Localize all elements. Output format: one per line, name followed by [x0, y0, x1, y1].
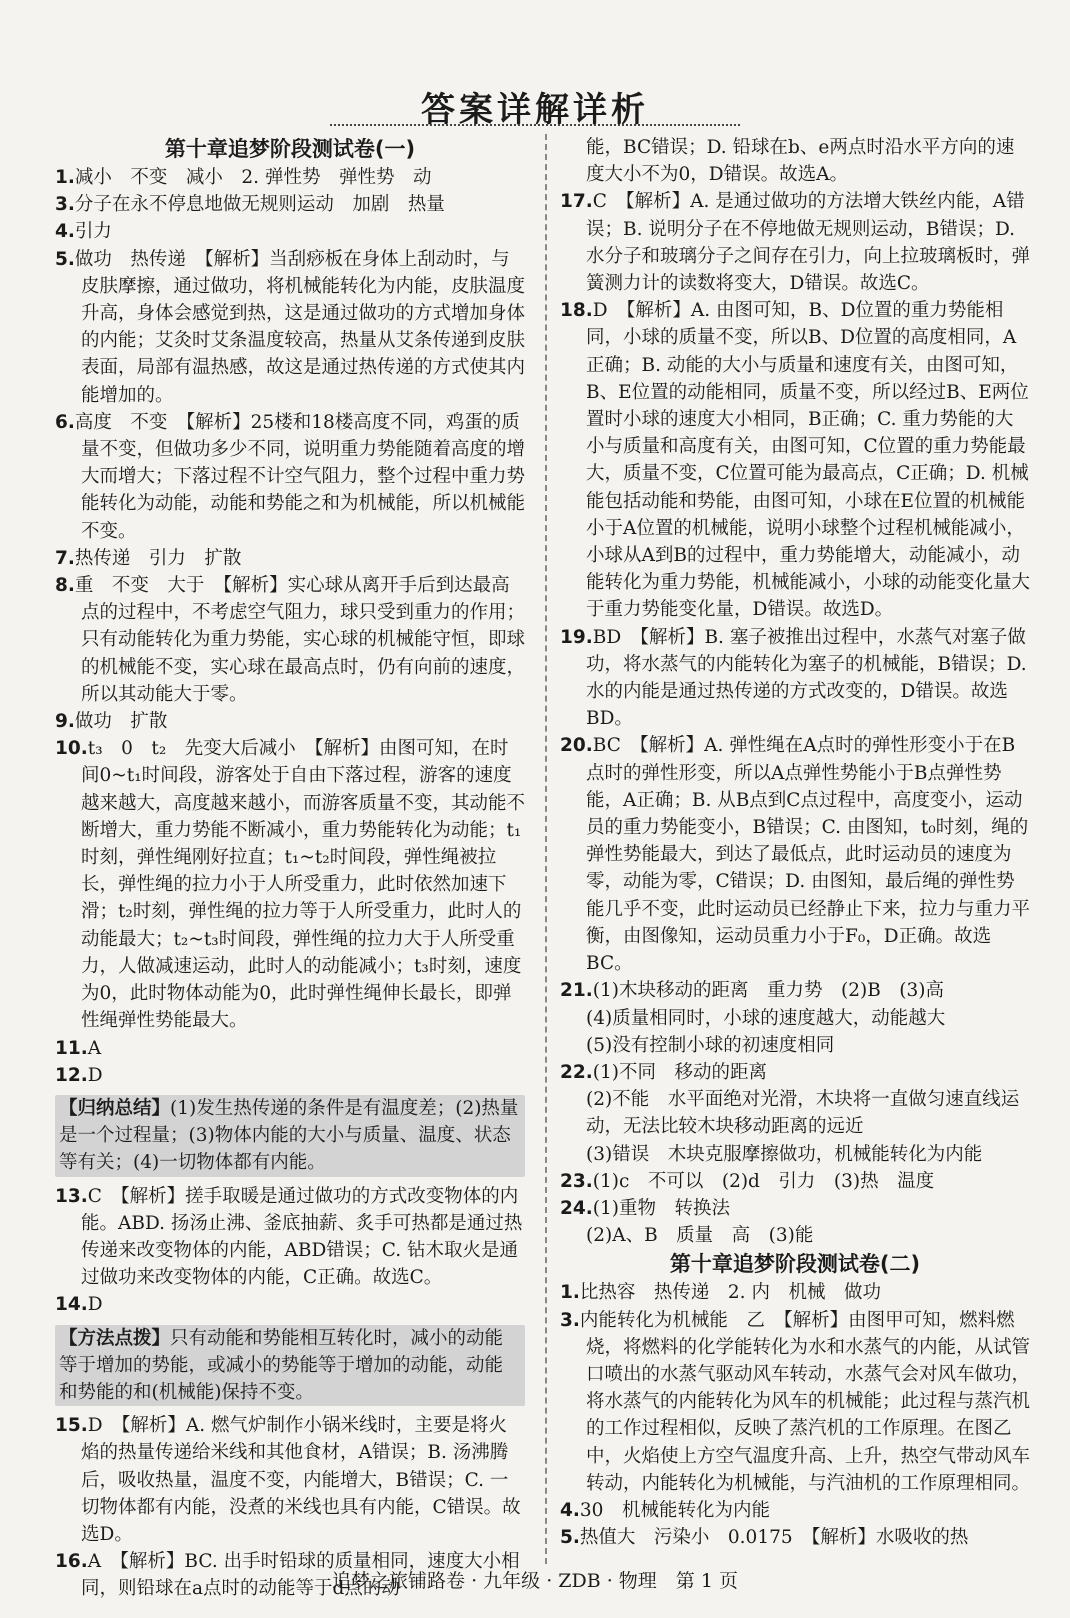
answer-text: D 【解析】A. 燃气炉制作小锅米线时，主要是将火焰的热量传递给米线和其他食材，A错误；B. 汤沸腾后，吸收热量，温度不变，内能增大，B错误；C. 一切物体都有内能，没煮的米线也具有内能，C错误。故选D。 [81, 1415, 521, 1545]
right-column [560, 134, 1030, 1564]
answer-item [55, 735, 525, 1034]
answer-item [560, 977, 1030, 1004]
section-title: 第十章追梦阶段测试卷(二) [669, 1252, 921, 1277]
answer-item [560, 732, 1030, 977]
answer-text: 比热容 热传递 2. 内 机械 做功 [579, 1282, 881, 1304]
answer-list [55, 1183, 525, 1319]
answer-item [55, 164, 525, 191]
answer-item [560, 297, 1030, 623]
answer-text: 引力 [74, 221, 112, 243]
answer-text: (1)重物 转换法 [592, 1197, 730, 1219]
answer-number: 14. [55, 1294, 88, 1316]
answer-text: A [87, 1037, 102, 1059]
answer-item [55, 1183, 525, 1292]
answer-text: D 【解析】A. 由图可知，B、D位置的重力势能相同，小球的质量不变，所以B、D位置的高度相同，A正确；B. 动能的大小与质量和速度有关，由图可知，B、E位置的动能相同，质量不变，所以经过B、E两位置时小球的速度大小相同，B正确；C. 重力势能的大小与质量和高度有关，由图可知，C位置的重力势能最大，质量不变，C位置可能为最高点，C正确；D. 机械能包括动能和势能，由图可知，小球在E位置的机械能小于A位置的机械能，说明小球整个过程机械能减小，小球从A到B的过程中，重力势能增大，动能减小，动能转化为重力势能，机械能减小，小球的动能变化量大于重力势能变化量，D错误。故选D。 [586, 300, 1031, 621]
answer-item [55, 409, 525, 545]
answer-number: 6. [55, 411, 75, 433]
answer-item [55, 1062, 525, 1089]
answer-number: 4. [560, 1499, 580, 1521]
note-label: 【归纳总结】 [59, 1097, 171, 1119]
answer-list [560, 188, 1030, 1249]
answer-subpart: (3)错误 木块克服摩擦做功，机械能转化为内能 [586, 1143, 983, 1165]
answer-text: BC 【解析】A. 弹性绳在A点时的弹性形变小于在B点时的弹性形变，所以A点弹性势能小于B点弹性势能，A正确；B. 从B点到C点过程中，高度变小，运动员的重力势能变小，B错误；C. 由图知，t₀时刻，绳的弹性势能最大，到达了最低点，此时运动员的速度为零，动能为零，C错误；D. 由图知，最后绳的弹性势能几乎不变，此时运动员已经静止下来，拉力与重力平衡，由图像知，运动员重力小于F₀，D正确。故选BC。 [586, 735, 1031, 975]
answer-subpart: (2)A、B 质量 高 (3)能 [586, 1225, 814, 1247]
answer-number: 1. [560, 1282, 580, 1304]
answer-text: 热值大 污染小 0.0175 【解析】水吸收的热 [579, 1527, 969, 1549]
answer-number: 23. [560, 1170, 593, 1192]
answer-item [560, 1279, 1030, 1306]
answer-number: 16. [55, 1551, 88, 1573]
answer-number: 18. [560, 300, 593, 322]
answer-item [560, 624, 1030, 733]
answer-text: 减小 不变 减小 2. 弹性势 弹性势 动 [74, 167, 432, 188]
answer-number: 1. [55, 167, 75, 188]
answer-item [55, 1291, 525, 1318]
answer-text: D [87, 1294, 103, 1316]
answer-number: 8. [55, 575, 75, 597]
answer-number: 4. [55, 221, 75, 243]
note-text: (1)发生热传递的条件是有温度差；(2)热量是一个过程量；(3)物体内能的大小与质量、温度、状态等有关；(4)一切物体都有内能。 [59, 1097, 519, 1174]
section-title: 第十章追梦阶段测试卷(一) [164, 137, 416, 161]
answer-list [560, 1279, 1030, 1551]
answer-subpart: (4)质量相同时，小球的速度越大，动能越大 [586, 1007, 946, 1029]
answer-text: 分子在永不停息地做无规则运动 加剧 热量 [74, 194, 445, 216]
answer-text: (1)不同 移动的距离 [592, 1061, 767, 1083]
answer-item [55, 545, 525, 572]
answer-number: 3. [55, 194, 75, 216]
answer-number: 19. [560, 626, 593, 648]
answer-item [55, 191, 525, 218]
answer-number: 11. [55, 1037, 88, 1059]
answer-subpart: (2)不能 水平面绝对光滑，木块将一直做匀速直线运动，无法比较木块移动距离的远近 [586, 1089, 1020, 1138]
answer-text: 内能转化为机械能 乙 【解析】由图甲可知，燃料燃烧，将燃料的化学能转化为水和水蒸气的内能，从试管口喷出的水蒸气驱动风车转动，水蒸气会对风车做功，将水蒸气的内能转化为风车的机械能；此过程与蒸汽机的工作过程相似，反映了蒸汽机的工作原理。在图乙中，火焰使上方空气温度升高、上升，热空气带动风车转动，内能转化为机械能，与汽油机的工作原理相同。 [579, 1309, 1031, 1494]
answer-item [55, 218, 525, 245]
answer-number: 15. [55, 1415, 88, 1437]
answer-number: 5. [55, 248, 75, 270]
answer-item [55, 708, 525, 735]
answer-item [55, 246, 525, 409]
answer-text: 高度 不变 【解析】25楼和18楼高度不同，鸡蛋的质量不变，但做功多少不同，说明重力势能随着高度的增大而增大；下落过程不计空气阻力，整个过程中重力势能转化为动能，动能和势能之和为机械能，所以机械能不变。 [74, 411, 526, 542]
answer-number: 17. [560, 191, 593, 213]
answer-text: A 【解析】BC. 出手时铅球的质量相同，速度大小相同，则铅球在a点时的动能等于d点的动 [81, 1551, 520, 1600]
answer-item [560, 1059, 1030, 1086]
answer-number: 21. [560, 980, 593, 1002]
answer-list [55, 164, 525, 1089]
column-divider [545, 134, 547, 1564]
answer-text: t₃ 0 t₂ 先变大后减小 【解析】由图可知，在时间0~t₁时间段，游客处于自由下落过程，游客的速度越来越大，高度越来越小，而游客质量不变，其动能不断增大，重力势能不断减小，重力势能转化为动能；t₁时刻，弹性绳刚好拉直；t₁~t₂时间段，弹性绳被拉长，弹性绳的拉力小于人所受重力，此时依然加速下滑；t₂时刻，弹性绳的拉力等于人所受重力，此时人的动能最大；t₂~t₃时间段，弹性绳的拉力大于人所受重力，人做减速运动，此时人的动能减小；t₃时刻，速度为0，此时物体动能为0，此时弹性绳伸长最长，即弹性绳弹性势能最大。 [81, 738, 526, 1032]
note-text: 只有动能和势能相互转化时，减小的动能等于增加的势能，或减小的势能等于增加的动能，动能和势能的和(机械能)保持不变。 [59, 1327, 504, 1403]
answer-text: C 【解析】搓手取暖是通过做功的方式改变物体的内能。ABD. 扬汤止沸、釜底抽薪、炙手可热都是通过热传递来改变物体的内能，ABD错误；C. 钻木取火是通过做功来改变物体的内能，C正确。故选C。 [81, 1185, 523, 1289]
note-label: 【方法点拨】 [59, 1327, 171, 1349]
answer-text: 做功 热传递 【解析】当刮痧板在身体上刮动时，与皮肤摩擦，通过做功，将机械能转化为内能，皮肤温度升高，身体会感觉到热，这是通过做功的方式增加身体的内能；艾灸时艾条温度较高，热量从艾条传递到皮肤表面，局部有温热感，故这是通过热传递的方式使其内能增加的。 [74, 248, 526, 406]
answer-number: 3. [560, 1309, 580, 1331]
answer-number: 9. [55, 711, 75, 733]
answer-item [560, 1168, 1030, 1195]
answer-text: (1)c 不可以 (2)d 引力 (3)热 温度 [592, 1170, 935, 1192]
answer-number: 12. [55, 1064, 88, 1086]
answer-number: 7. [55, 547, 75, 569]
answer-text: (1)木块移动的距离 重力势 (2)B (3)高 [592, 980, 944, 1002]
answer-number: 10. [55, 738, 88, 760]
answer-text: 30 机械能转化为内能 [579, 1499, 770, 1521]
answer-number: 5. [560, 1527, 580, 1549]
answer-item [560, 188, 1030, 297]
method-note-box [55, 1325, 525, 1407]
answer-text: 重 不变 大于 【解析】实心球从离开手后到达最高点的过程中，不考虑空气阻力，球只受到重力的作用；只有动能转化为重力势能，实心球的机械能守恒，即球的机械能不变，实心球在最高点时，仍有向前的速度，所以其动能大于零。 [74, 575, 526, 705]
answer-subpart: (5)没有控制小球的初速度相同 [586, 1034, 835, 1056]
answer-text: C 【解析】A. 是通过做功的方法增大铁丝内能，A错误；B. 说明分子在不停地做无规则运动，B错误；D. 水分子和玻璃分子之间存在引力，向上拉玻璃板时，弹簧测力计的读数将变大，D错误。故选C。 [586, 191, 1031, 295]
left-column [55, 134, 526, 1600]
page-footer: 追梦之旅铺路卷 · 九年级 · ZDB · 物理 第 1 页 [332, 1570, 738, 1592]
page-title: 答案详解详析 [421, 90, 649, 130]
answer-text: BD 【解析】B. 塞子被推出过程中，水蒸气对塞子做功，将水蒸气的内能转化为塞子的机械能，B错误；D. 水的内能是通过热传递的方式改变的，D错误。故选BD。 [586, 626, 1027, 730]
answer-item [560, 1524, 1030, 1551]
answer-text: 热传递 引力 扩散 [74, 547, 242, 569]
answer-item [560, 1497, 1030, 1524]
answer-text: D [87, 1064, 103, 1086]
title-divider [330, 124, 740, 126]
answer-item [55, 572, 525, 708]
answer-item [55, 1412, 525, 1548]
summary-note-box [55, 1095, 525, 1177]
answer-number: 22. [560, 1061, 593, 1083]
answer-text: 做功 扩散 [74, 711, 168, 733]
answer-number: 20. [560, 735, 593, 757]
answer-item [560, 1307, 1030, 1497]
answer-item [560, 1195, 1030, 1222]
answer-item [55, 1035, 525, 1062]
answer-number: 13. [55, 1185, 88, 1207]
answer-number: 24. [560, 1197, 593, 1219]
continued-text: 能，BC错误；D. 铅球在b、e两点时沿水平方向的速度大小不为0，D错误。故选A。 [586, 137, 1015, 186]
